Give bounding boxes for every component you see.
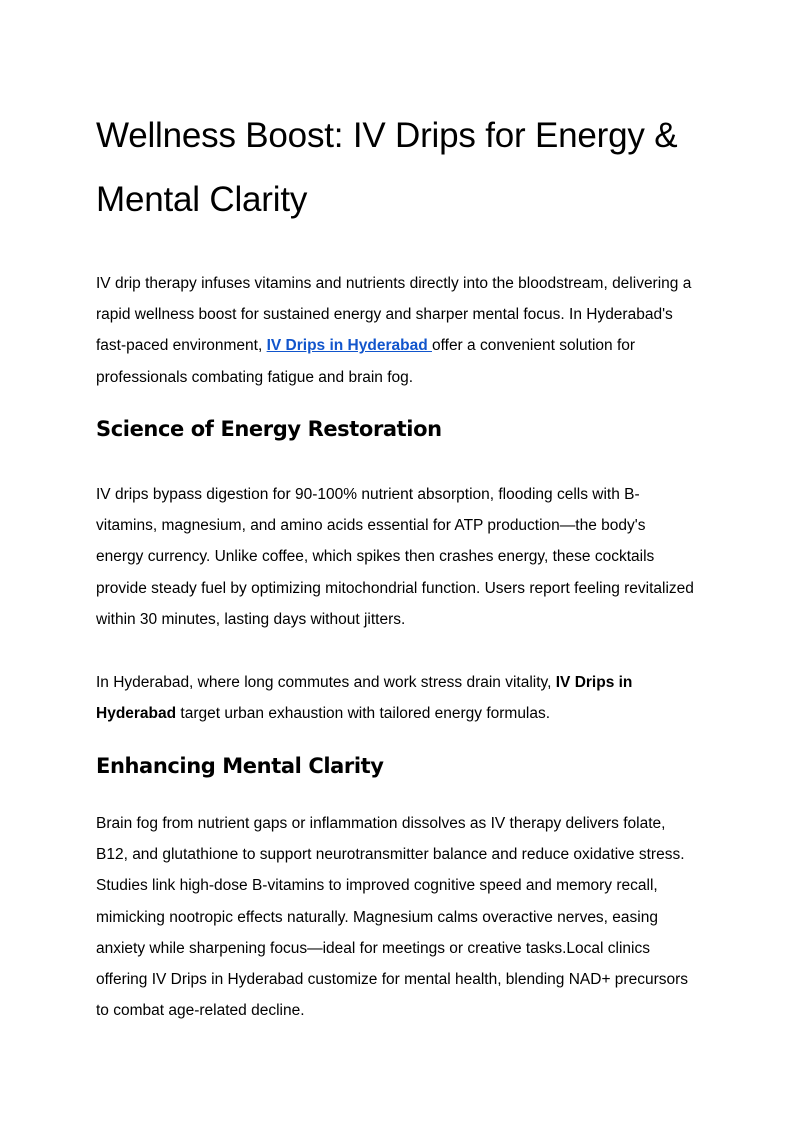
clarity-section-heading: Enhancing Mental Clarity: [96, 754, 384, 778]
intro-text-after-link: offer a convenient solution for professionals combating fatigue and brain fog.: [96, 337, 636, 386]
intro-text-before-link: IV drip therapy infuses vitamins and nutrients directly into the bloodstream, delivering a rapid wellness boost for sustained energy and sharper mental focus. In Hyderabad's fast-paced environment,: [96, 275, 692, 355]
iv-drips-hyderabad-link[interactable]: IV Drips in Hyderabad: [266, 337, 432, 355]
clarity-paragraph: Brain fog from nutrient gaps or inflammation dissolves as IV therapy delivers folate, B12, and glutathione to support neurotransmitter balance and reduce oxidative stress. Studies link high-dose B-vitamins to improved cognitive speed and memory recall, mimicking nootropic effects naturally. Magnesium calms overactive nerves, easing anxiety while sharpening focus—ideal for meetings or creative tasks.Local clinics offering IV Drips in Hyderabad customize for mental health, blending NAD+ precursors to combat age-related decline.: [96, 815, 689, 1020]
energy-section-heading: Science of Energy Restoration: [96, 417, 442, 441]
intro-paragraph: [96, 268, 696, 393]
energy-paragraph-1: IV drips bypass digestion for 90-100% nutrient absorption, flooding cells with B-vitamins, magnesium, and amino acids essential for ATP production—the body's energy currency. Unlike coffee, which spikes then crashes energy, these cocktails provide steady fuel by optimizing mitochondrial function. Users report feeling revitalized within 30 minutes, lasting days without jitters.: [96, 486, 694, 628]
energy-p2-text-after: target urban exhaustion with tailored energy formulas.: [176, 705, 551, 723]
energy-p2-text-before: In Hyderabad, where long commutes and work stress drain vitality,: [96, 674, 556, 691]
energy-paragraph-2: [96, 667, 696, 729]
document-title: Wellness Boost: IV Drips for Energy & Mental Clarity: [96, 116, 678, 219]
energy-p2-bold-keyword: IV Drips in Hyderabad: [96, 674, 633, 723]
